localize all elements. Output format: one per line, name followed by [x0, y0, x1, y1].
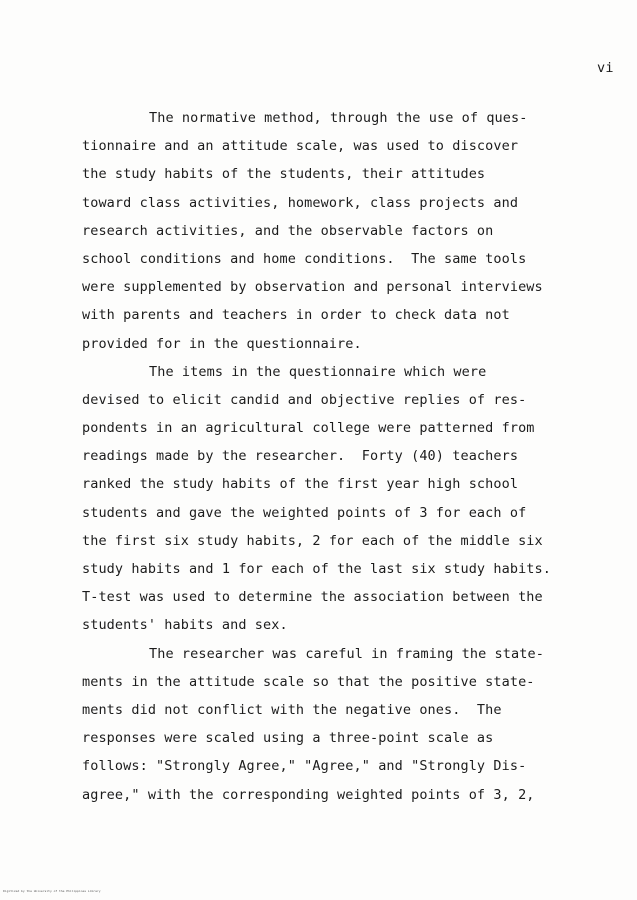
text-line: readings made by the researcher. Forty (40) teachers — [82, 448, 519, 465]
text-line: students' habits and sex. — [82, 617, 288, 634]
text-line: the first six study habits, 2 for each of the middle six — [82, 532, 543, 549]
text-line: students and gave the weighted points of 3 for each of — [82, 504, 527, 521]
text-line: The researcher was careful in framing the state- — [149, 645, 544, 662]
text-line: ments did not conflict with the negative ones. The — [82, 701, 502, 718]
text-line: provided for in the questionnaire. — [82, 335, 362, 352]
body-text — [82, 104, 582, 809]
text-line: school conditions and home conditions. The same tools — [82, 250, 527, 267]
text-line: ranked the study habits of the first year high school — [82, 476, 519, 493]
text-line: toward class activities, homework, class projects and — [82, 194, 519, 211]
text-line: devised to elicit candid and objective replies of res- — [82, 391, 527, 408]
scan-footer: Digitized by the University of the Philippines Library — [3, 889, 101, 893]
text-line: ments in the attitude scale so that the positive state- — [82, 673, 535, 690]
text-line: The normative method, through the use of ques- — [149, 110, 528, 126]
text-line: with parents and teachers in order to check data not — [82, 307, 510, 324]
text-line: The items in the questionnaire which were — [149, 363, 487, 380]
text-line: T-test was used to determine the association between the — [82, 589, 543, 606]
text-line: pondents in an agricultural college were patterned from — [82, 420, 535, 437]
text-line: responses were scaled using a three-point scale as — [82, 730, 494, 747]
text-line: study habits and 1 for each of the last six study habits. — [82, 561, 551, 577]
text-line: were supplemented by observation and personal interviews — [82, 279, 543, 296]
text-line: tionnaire and an attitude scale, was used to discover — [82, 138, 519, 155]
page-number: vi — [597, 60, 614, 76]
text-line: agree," with the corresponding weighted points of 3, 2, — [82, 786, 535, 803]
text-line: the study habits of the students, their attitudes — [82, 166, 486, 183]
text-line: follows: "Strongly Agree," "Agree," and "Strongly Dis- — [82, 758, 527, 775]
text-line: research activities, and the observable factors on — [82, 222, 494, 239]
